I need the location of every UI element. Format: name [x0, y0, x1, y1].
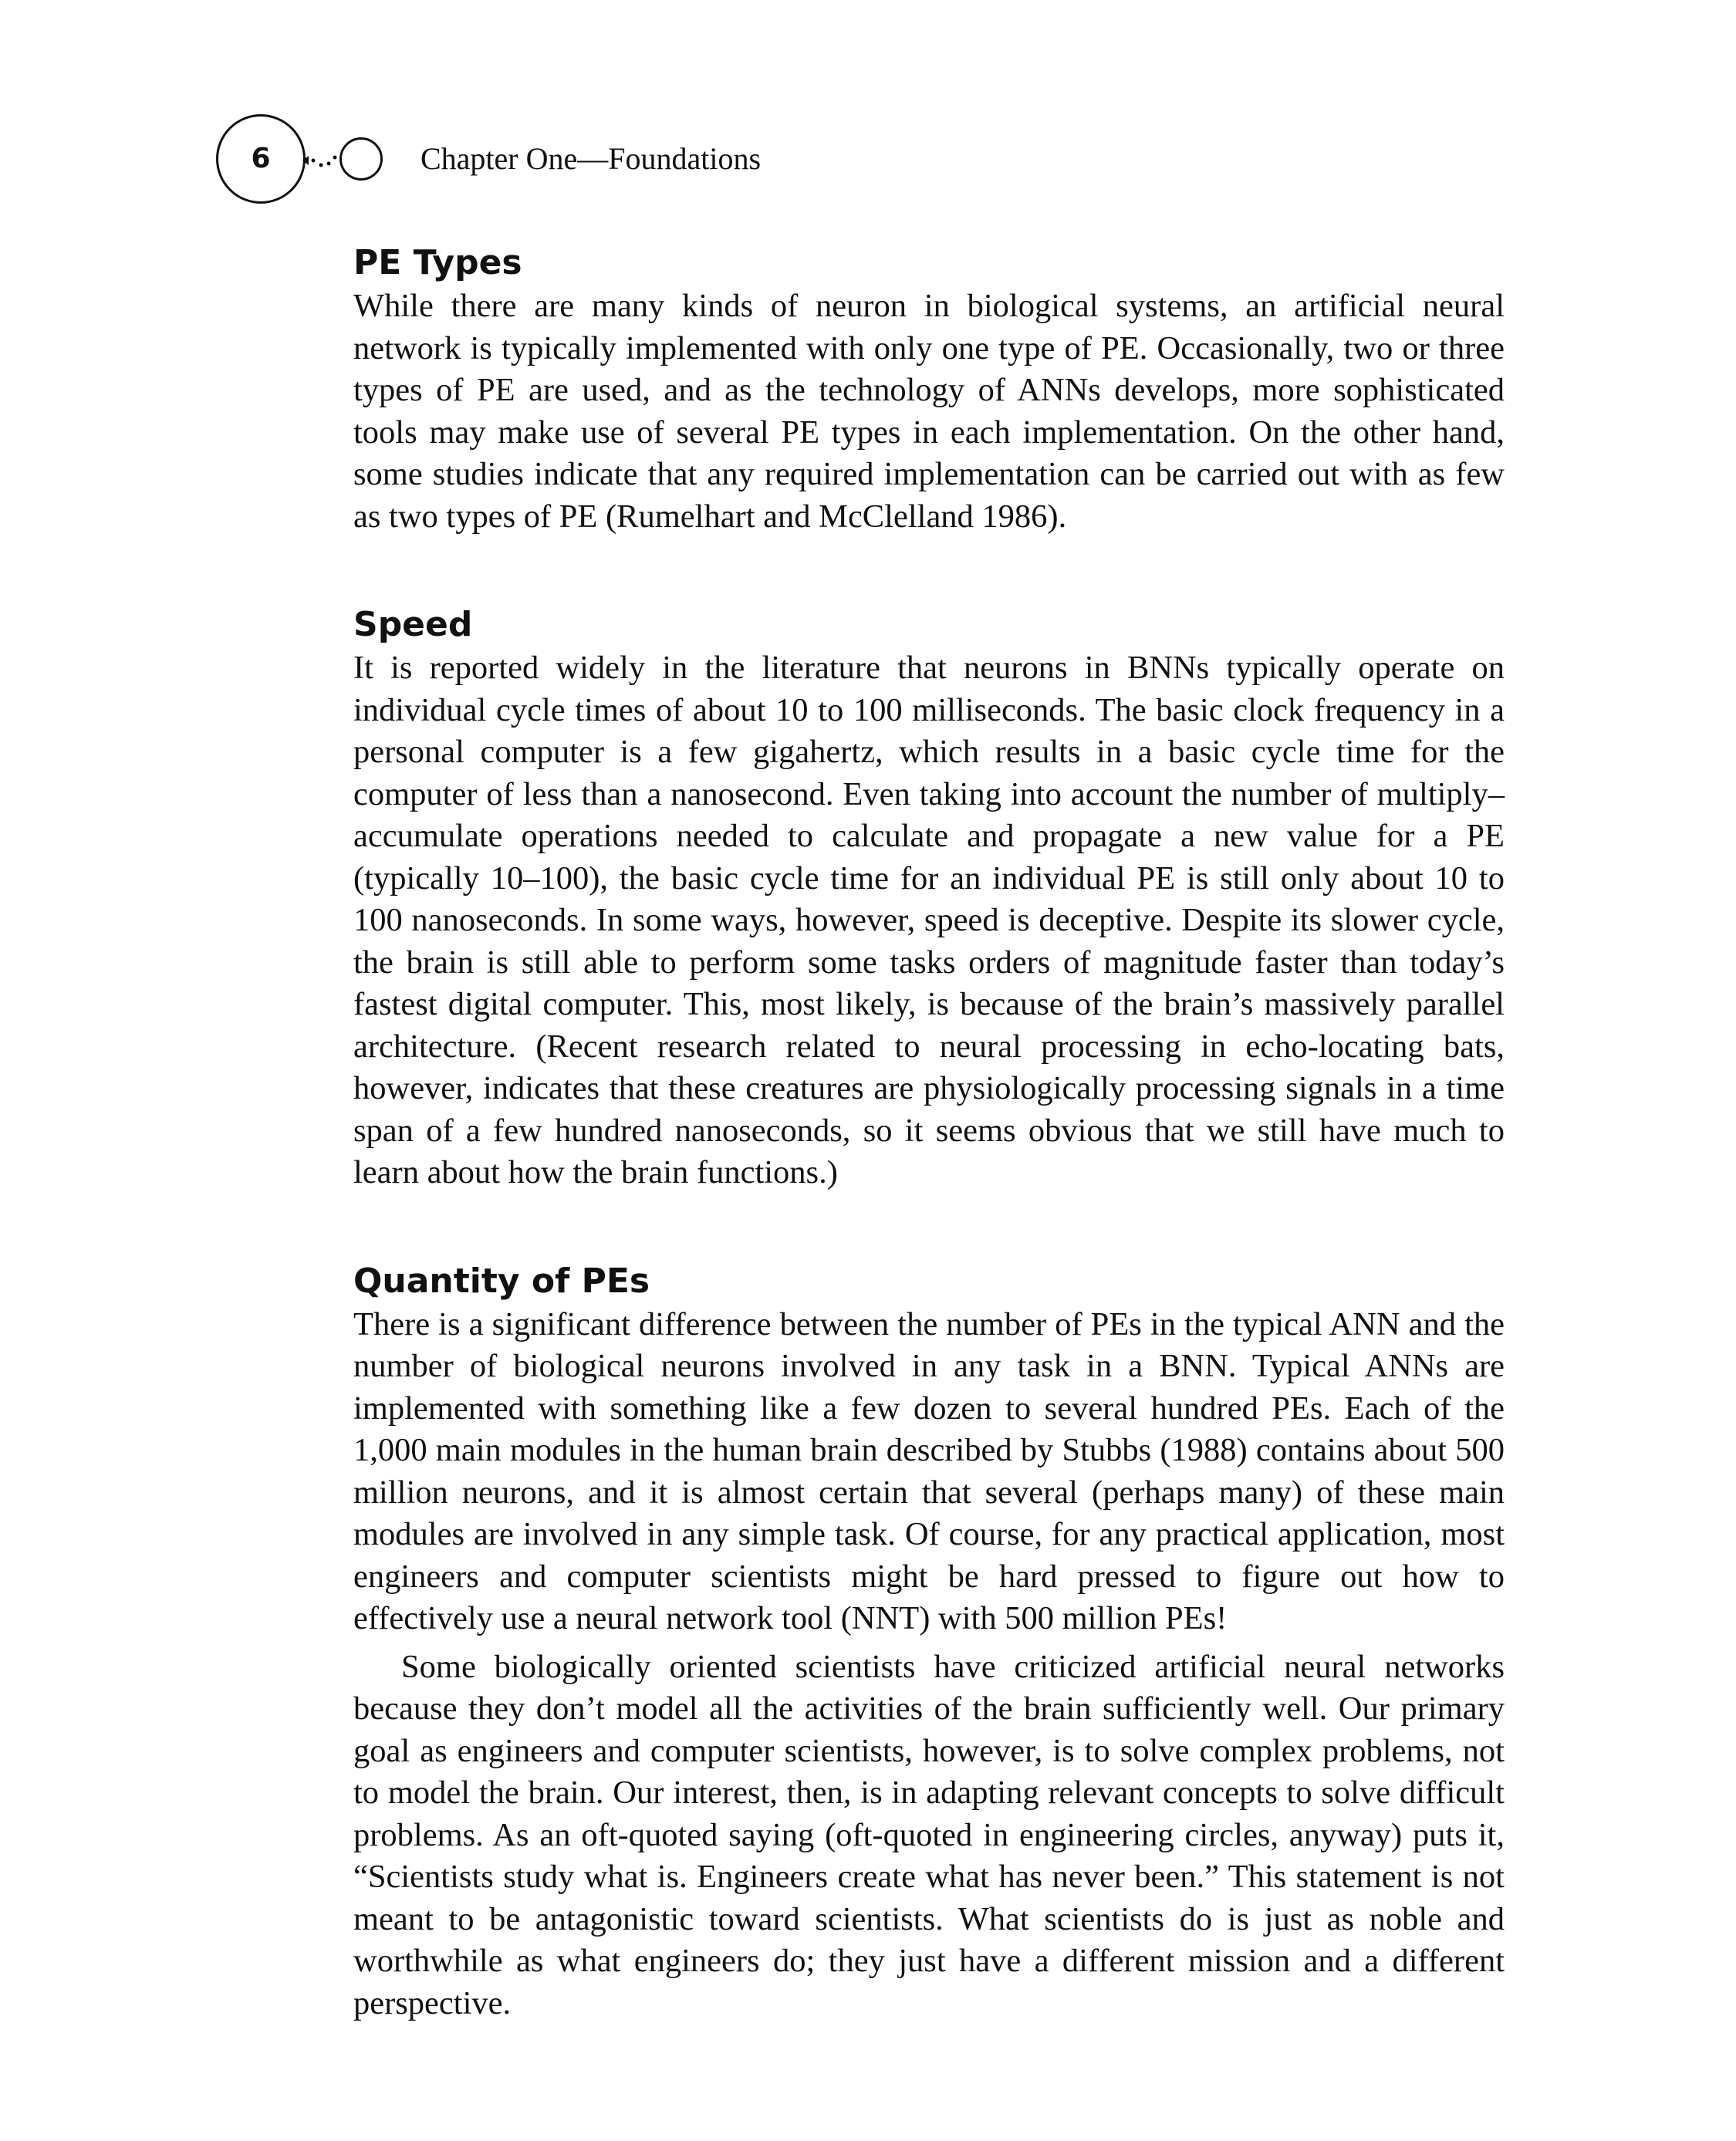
- running-head: [216, 114, 1296, 207]
- chapter-title: Chapter One—Foundations: [420, 141, 762, 176]
- section-heading: Speed: [353, 605, 473, 644]
- paragraph: Some biologically oriented scientists have criticized artificial neural networks because they don’t model all the activities of the brain sufficiently well. Our primary goal as engineers and computer scientists, however, is to solve complex problems, not to model the brain. Our interest, then, is in adapting relevant concepts to solve difficult problems. As an oft-quoted saying (oft-quoted in engineering circles, anyway) puts it, “Scientists study what is. Engineers create what has never been.” This statement is not meant to be antagonistic toward scientists. What scientists do is just as noble and worthwhile as what engineers do; they just have a different mission and a different perspective.: [353, 1648, 1505, 2021]
- section-pe-types: [353, 242, 1505, 538]
- paragraph: There is a significant difference between the number of PEs in the typical ANN and the number of biological neurons involved in any task in a BNN. Typical ANNs are implemented with something like a few dozen to several hundred PEs. Each of the 1,000 main modules in the human brain described by Stubbs (1988) contains about 500 million neurons, and it is almost certain that several (perhaps many) of these main modules are involved in any simple task. Of course, for any practical application, most engineers and computer scientists might be hard pressed to figure out how to effectively use a neural network tool (NNT) with 500 million PEs!: [353, 1305, 1505, 1636]
- section-heading: PE Types: [353, 243, 522, 282]
- paragraph: While there are many kinds of neuron in biological systems, an artificial neural network is typically implemented with only one type of PE. Occasionally, two or three types of PE are used, and as the technology of ANNs develops, more sophisticated tools may make use of several PE types in each implementation. On the other hand, some studies indicate that any required implementation can be carried out with as few as two types of PE (Rumelhart and McClelland 1986).: [353, 288, 1505, 535]
- section-heading: Quantity of PEs: [353, 1261, 650, 1301]
- paragraph: It is reported widely in the literature that neurons in BNNs typically operate on individual cycle times of about 10 to 100 milliseconds. The basic clock frequency in a personal computer is a few gigahertz, which results in a basic cycle time for the computer of less than a nanosecond. Even taking into account the number of multiply–accumulate operations needed to calculate and propagate a new value for a PE (typically 10–100), the basic cycle time for an individual PE is still only about 10 to 100 nanoseconds. In some ways, however, speed is deceptive. Despite its slower cycle, the brain is still able to perform some tasks orders of magnitude faster than today’s fastest digital computer. This, most likely, is because of the brain’s massively parallel architecture. (Recent research related to neural processing in echo-locating bats, however, indicates that these creatures are physiologically processing signals in a time span of a few hundred nanoseconds, so it seems obvious that we still have much to learn about how the brain functions.): [353, 650, 1505, 1190]
- section-quantity-of-pes: [353, 1261, 1505, 2025]
- page-number: 6: [251, 143, 271, 174]
- section-speed: [353, 604, 1505, 1194]
- chapter-circle-icon: [339, 137, 383, 181]
- page-body: [353, 242, 1505, 2024]
